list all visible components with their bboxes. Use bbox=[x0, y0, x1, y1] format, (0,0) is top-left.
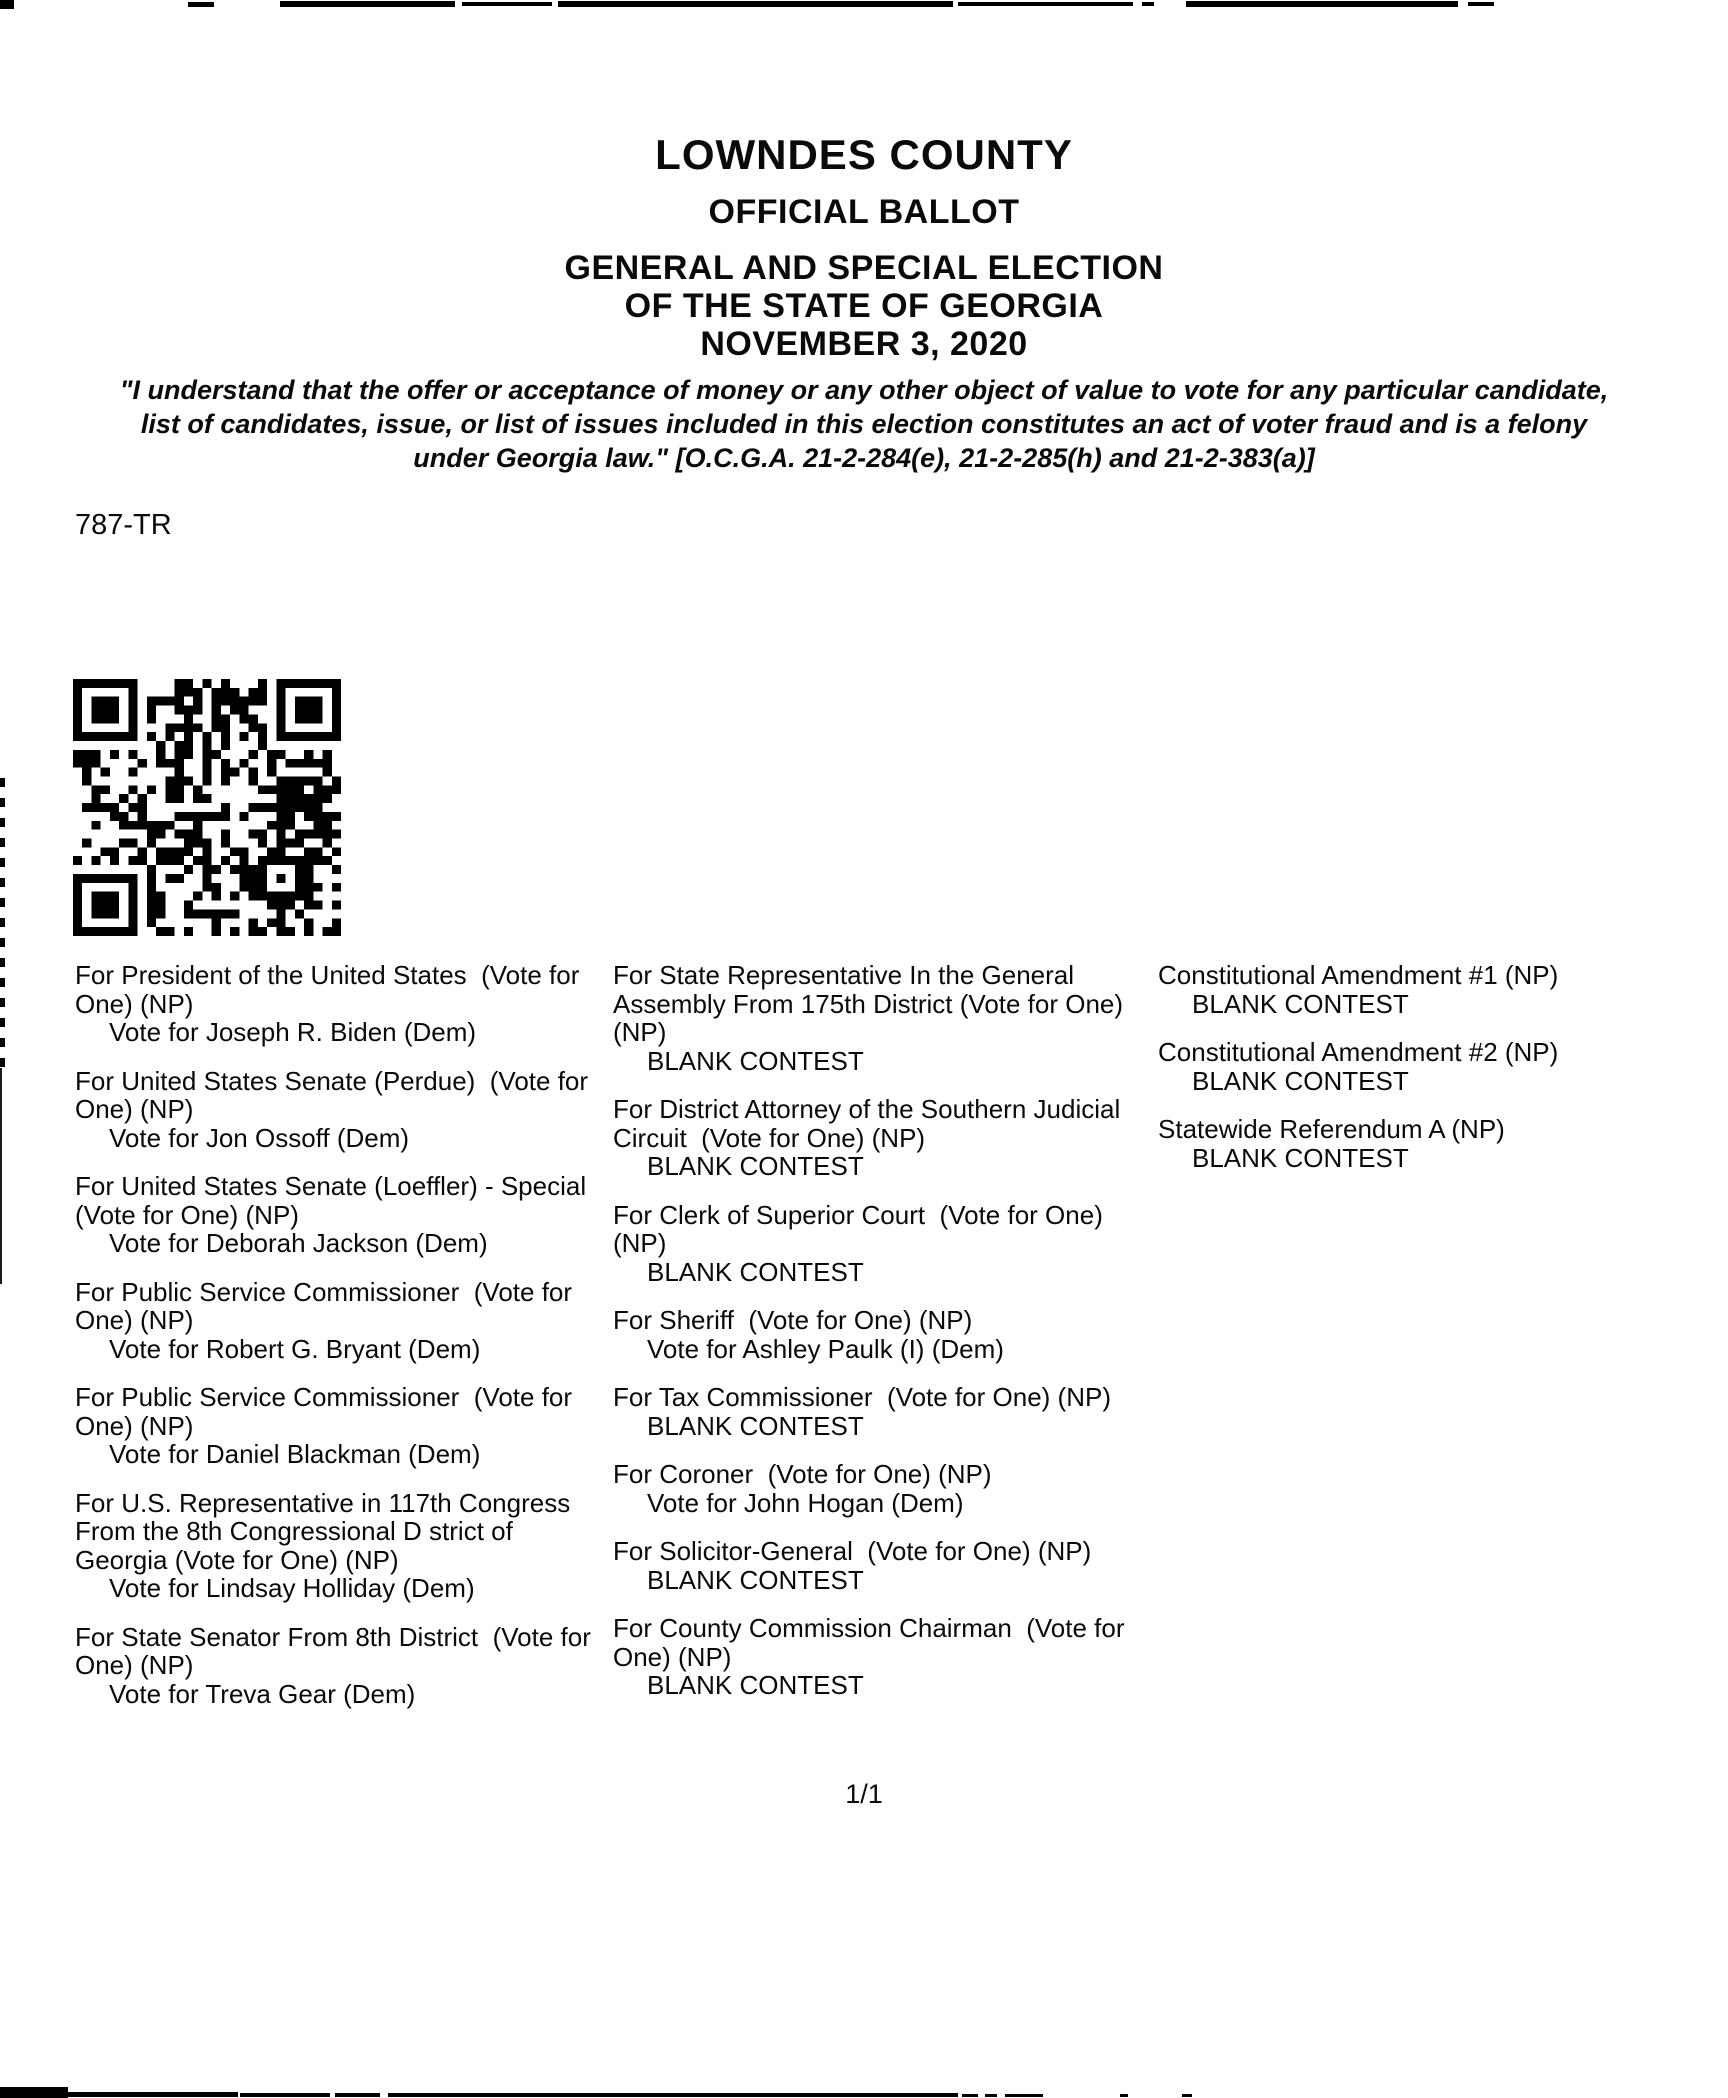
contest-title: For Solicitor-General (Vote for One) (NP) bbox=[613, 1536, 1092, 1566]
contest-choice: Vote for Jon Ossoff (Dem) bbox=[109, 1122, 410, 1153]
scan-artifact-bottom bbox=[388, 2093, 958, 2097]
contest-choice: Vote for Lindsay Holliday (Dem) bbox=[109, 1573, 475, 1603]
contest bbox=[75, 1172, 607, 1258]
contest-choice: BLANK CONTEST bbox=[647, 1256, 864, 1287]
scan-artifact-top bbox=[462, 2, 552, 6]
contest bbox=[75, 1067, 607, 1153]
timing-mark bbox=[0, 1018, 5, 1027]
contest bbox=[613, 1095, 1158, 1181]
election-title-line2: OF THE STATE OF GEORGIA bbox=[624, 287, 1104, 325]
contest-title: For County Commission Chairman (Vote for One) (NP) bbox=[613, 1613, 1132, 1672]
contest-title: For Coroner (Vote for One) (NP) bbox=[613, 1459, 992, 1489]
scan-artifact-bottom bbox=[240, 2093, 330, 2097]
contest-title: For Public Service Commissioner (Vote for One) (NP) bbox=[75, 1276, 580, 1335]
contest-choice: BLANK CONTEST bbox=[1192, 1142, 1409, 1173]
scan-artifact-top bbox=[188, 2, 214, 7]
disclaimer-line: list of candidates, issue, or list of issues included in this election constitutes an act of voter fraud and is a felony bbox=[140, 409, 1588, 439]
timing-mark bbox=[0, 998, 5, 1007]
contest-choice: BLANK CONTEST bbox=[647, 1410, 864, 1441]
contest bbox=[613, 961, 1158, 1075]
timing-mark bbox=[0, 878, 5, 887]
contest-choice: BLANK CONTEST bbox=[647, 1151, 864, 1181]
contest-title: Statewide Referendum A (NP) bbox=[1158, 1114, 1505, 1144]
scan-artifact-top bbox=[558, 1, 953, 7]
election-title-line1: GENERAL AND SPECIAL ELECTION bbox=[564, 249, 1164, 287]
contest bbox=[613, 1460, 1158, 1517]
election-date: NOVEMBER 3, 2020 bbox=[700, 325, 1028, 363]
timing-mark bbox=[0, 838, 5, 847]
contest bbox=[1158, 1115, 1703, 1172]
scan-artifact-bottom bbox=[335, 2093, 380, 2097]
precinct-code: 787-TR bbox=[75, 509, 172, 541]
contest-choice: Vote for John Hogan (Dem) bbox=[647, 1487, 964, 1518]
contest bbox=[613, 1614, 1158, 1700]
contest-title: For State Representative In the General Assembly From 175th District (Vote for One) (NP) bbox=[613, 960, 1131, 1047]
contest-choice: Vote for Joseph R. Biden (Dem) bbox=[109, 1017, 477, 1047]
qr-code bbox=[73, 679, 341, 936]
contest-title: Constitutional Amendment #1 (NP) bbox=[1158, 960, 1559, 990]
timing-mark bbox=[0, 978, 5, 987]
contest-choice: BLANK CONTEST bbox=[1192, 988, 1409, 1019]
contest-title: For Tax Commissioner (Vote for One) (NP) bbox=[613, 1382, 1111, 1412]
contest-title: For Clerk of Superior Court (Vote for One) (NP) bbox=[613, 1199, 1111, 1258]
contest-choice: Vote for Deborah Jackson (Dem) bbox=[109, 1228, 488, 1258]
timing-mark bbox=[0, 1038, 5, 1047]
contest bbox=[75, 1623, 607, 1709]
contest bbox=[75, 1489, 607, 1603]
timing-mark bbox=[0, 918, 5, 927]
timing-mark bbox=[0, 1058, 5, 1067]
contest-title: For Sheriff (Vote for One) (NP) bbox=[613, 1305, 973, 1335]
contest-title: For United States Senate (Loeffler) - Special (Vote for One) (NP) bbox=[75, 1171, 601, 1230]
scan-artifact-bottom bbox=[0, 2087, 68, 2098]
contest bbox=[613, 1306, 1158, 1363]
contest-choice: Vote for Daniel Blackman (Dem) bbox=[109, 1439, 481, 1469]
scan-artifact-top bbox=[1186, 1, 1458, 7]
timing-mark bbox=[0, 958, 5, 967]
contest-choice: Vote for Robert G. Bryant (Dem) bbox=[109, 1333, 481, 1364]
timing-mark bbox=[0, 798, 5, 807]
contest bbox=[75, 1383, 607, 1469]
contest-title: For State Senator From 8th District (Vote for One) (NP) bbox=[75, 1621, 599, 1680]
contest bbox=[613, 1201, 1158, 1287]
voter-fraud-disclaimer bbox=[40, 373, 1688, 475]
contest-column-1 bbox=[75, 961, 607, 1728]
contest-title: For President of the United States (Vote for One) (NP) bbox=[75, 960, 587, 1019]
contest bbox=[1158, 1038, 1703, 1095]
contest bbox=[613, 1537, 1158, 1594]
contest-choice: BLANK CONTEST bbox=[647, 1670, 864, 1700]
contest-title: For U.S. Representative in 117th Congress From the 8th Congressional D strict of Georgia (Vote for One) (NP) bbox=[75, 1487, 578, 1575]
contest bbox=[1158, 961, 1703, 1018]
ballot-type-title: OFFICIAL BALLOT bbox=[708, 193, 1020, 231]
timing-mark bbox=[0, 898, 5, 907]
contest-choice: Vote for Treva Gear (Dem) bbox=[109, 1678, 416, 1709]
contest-title: For Public Service Commissioner (Vote for One) (NP) bbox=[75, 1382, 580, 1441]
scan-artifact-left bbox=[0, 1068, 2, 1284]
scan-artifact-top bbox=[1468, 2, 1494, 6]
contest-title: Constitutional Amendment #2 (NP) bbox=[1158, 1037, 1559, 1067]
contest bbox=[613, 1383, 1158, 1440]
scan-artifact-top bbox=[1142, 2, 1154, 6]
timing-mark bbox=[0, 778, 5, 787]
contest-choice: BLANK CONTEST bbox=[647, 1045, 864, 1076]
scan-artifact-bottom bbox=[68, 2092, 238, 2097]
scan-artifact-bottom bbox=[962, 2094, 978, 2097]
scan-artifact-bottom bbox=[1182, 2094, 1192, 2097]
scan-artifact-top bbox=[280, 1, 455, 7]
timing-mark bbox=[0, 858, 5, 867]
page-number: 1/1 bbox=[845, 1779, 883, 1809]
contest-title: For United States Senate (Perdue) (Vote for One) (NP) bbox=[75, 1065, 596, 1124]
disclaimer-line: under Georgia law." [O.C.G.A. 21-2-284(e), 21-2-285(h) and 21-2-383(a)] bbox=[413, 443, 1315, 473]
contest-title: For District Attorney of the Southern Judicial Circuit (Vote for One) (NP) bbox=[613, 1094, 1128, 1153]
contest-column-3 bbox=[1158, 961, 1703, 1192]
timing-mark bbox=[0, 818, 5, 827]
scan-artifact-top bbox=[958, 2, 1133, 6]
scan-artifact-bottom bbox=[1120, 2094, 1128, 2097]
scan-artifact-top bbox=[0, 0, 14, 9]
contest-choice: BLANK CONTEST bbox=[1192, 1065, 1409, 1096]
contest-column-2 bbox=[613, 961, 1158, 1720]
contest-choice: BLANK CONTEST bbox=[647, 1564, 864, 1595]
timing-mark bbox=[0, 938, 5, 947]
county-title: LOWNDES COUNTY bbox=[655, 131, 1073, 178]
scan-artifact-bottom bbox=[1005, 2094, 1043, 2097]
disclaimer-line: "I understand that the offer or acceptance of money or any other object of value to vote for any particular candidate, bbox=[119, 375, 1609, 405]
contest-choice: Vote for Ashley Paulk (I) (Dem) bbox=[647, 1333, 1004, 1364]
contest bbox=[75, 961, 607, 1047]
scan-artifact-bottom bbox=[985, 2094, 997, 2097]
contest bbox=[75, 1278, 607, 1364]
